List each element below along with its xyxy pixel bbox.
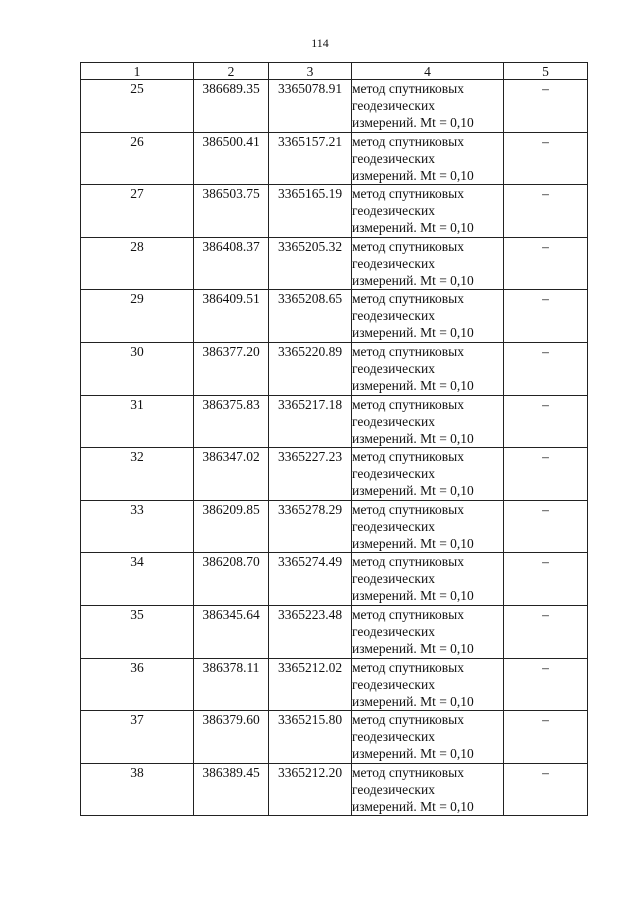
method-text-line: измерений. Mt = 0,10 [352,325,474,341]
method-text-line: метод спутниковых [352,712,464,728]
y-coordinate-cell: 3365078.91 [269,80,352,133]
page-number: 114 [311,36,329,50]
method-text-line: метод спутниковых [352,238,464,254]
method-cell [352,342,504,395]
method-text-line: измерений. Mt = 0,10 [352,693,474,709]
method-text-line: геодезических [352,676,435,692]
x-coordinate-cell: 386377.20 [194,342,269,395]
x-coordinate-cell: 386378.11 [194,658,269,711]
point-number-cell: 37 [81,711,194,764]
table-row [81,500,588,553]
method-cell [352,500,504,553]
table-row [81,80,588,133]
y-coordinate-cell: 3365220.89 [269,342,352,395]
table-body [81,80,588,816]
point-number-cell: 33 [81,500,194,553]
method-text-line: метод спутниковых [352,606,464,622]
method-text-line: геодезических [352,360,435,376]
method-text-line: измерений. Mt = 0,10 [352,377,474,393]
method-cell [352,763,504,816]
note-cell: – [504,448,588,501]
table-row [81,237,588,290]
coordinates-table [80,62,588,816]
method-cell [352,80,504,133]
y-coordinate-cell: 3365227.23 [269,448,352,501]
method-text-line: геодезических [352,255,435,271]
point-number-cell: 27 [81,185,194,238]
note-cell: – [504,185,588,238]
header-col-4: 4 [352,63,504,80]
x-coordinate-cell: 386500.41 [194,132,269,185]
method-text-line: геодезических [352,203,435,219]
method-text-line: измерений. Mt = 0,10 [352,798,474,814]
table-row [81,711,588,764]
method-text-line: метод спутниковых [352,186,464,202]
x-coordinate-cell: 386208.70 [194,553,269,606]
table-row [81,658,588,711]
x-coordinate-cell: 386375.83 [194,395,269,448]
x-coordinate-cell: 386503.75 [194,185,269,238]
method-text-line: измерений. Mt = 0,10 [352,535,474,551]
header-col-5: 5 [504,63,588,80]
y-coordinate-cell: 3365215.80 [269,711,352,764]
table-header-row [81,63,588,80]
point-number-cell: 38 [81,763,194,816]
y-coordinate-cell: 3365278.29 [269,500,352,553]
method-text-line: измерений. Mt = 0,10 [352,115,474,130]
method-text-line: геодезических [352,98,435,113]
point-number-cell: 32 [81,448,194,501]
note-cell: – [504,132,588,185]
method-text-line: геодезических [352,308,435,324]
method-cell [352,290,504,343]
header-col-3: 3 [269,63,352,80]
table-row [81,763,588,816]
point-number-cell: 30 [81,342,194,395]
x-coordinate-cell: 386408.37 [194,237,269,290]
y-coordinate-cell: 3365205.32 [269,237,352,290]
note-cell: – [504,711,588,764]
note-cell: – [504,237,588,290]
method-text-line: геодезических [352,623,435,639]
method-text-line: геодезических [352,781,435,797]
method-text-line: измерений. Mt = 0,10 [352,167,474,183]
method-text-line: метод спутниковых [352,291,464,307]
header-col-2: 2 [194,63,269,80]
method-text-line: геодезических [352,729,435,745]
method-cell [352,605,504,658]
table-row [81,132,588,185]
method-cell [352,658,504,711]
note-cell: – [504,500,588,553]
note-cell: – [504,553,588,606]
method-text-line: метод спутниковых [352,343,464,359]
x-coordinate-cell: 386209.85 [194,500,269,553]
method-text-line: геодезических [352,413,435,429]
method-text-line: измерений. Mt = 0,10 [352,220,474,236]
method-text-line: измерений. Mt = 0,10 [352,483,474,499]
method-cell [352,132,504,185]
table-row [81,553,588,606]
note-cell: – [504,605,588,658]
x-coordinate-cell: 386409.51 [194,290,269,343]
method-text-line: геодезических [352,150,435,166]
method-cell [352,553,504,606]
point-number-cell: 34 [81,553,194,606]
method-text-line: метод спутниковых [352,133,464,149]
table-row [81,342,588,395]
method-cell [352,448,504,501]
note-cell: – [504,342,588,395]
y-coordinate-cell: 3365157.21 [269,132,352,185]
y-coordinate-cell: 3365165.19 [269,185,352,238]
method-cell [352,711,504,764]
method-text-line: метод спутниковых [352,396,464,412]
method-text-line: измерений. Mt = 0,10 [352,272,474,288]
method-cell [352,395,504,448]
note-cell: – [504,658,588,711]
table-row [81,185,588,238]
header-col-1: 1 [81,63,194,80]
table-row [81,448,588,501]
method-text-line: измерений. Mt = 0,10 [352,430,474,446]
y-coordinate-cell: 3365212.20 [269,763,352,816]
note-cell: – [504,290,588,343]
point-number-cell: 25 [81,80,194,133]
method-text-line: метод спутниковых [352,764,464,780]
method-cell [352,237,504,290]
y-coordinate-cell: 3365217.18 [269,395,352,448]
point-number-cell: 29 [81,290,194,343]
x-coordinate-cell: 386689.35 [194,80,269,133]
note-cell: – [504,395,588,448]
y-coordinate-cell: 3365274.49 [269,553,352,606]
method-text-line: измерений. Mt = 0,10 [352,746,474,762]
note-cell: – [504,80,588,133]
method-text-line: метод спутниковых [352,554,464,570]
point-number-cell: 35 [81,605,194,658]
method-text-line: геодезических [352,466,435,482]
method-text-line: геодезических [352,571,435,587]
point-number-cell: 36 [81,658,194,711]
x-coordinate-cell: 386345.64 [194,605,269,658]
point-number-cell: 26 [81,132,194,185]
method-cell [352,185,504,238]
table-row [81,290,588,343]
method-text-line: измерений. Mt = 0,10 [352,640,474,656]
table-row [81,395,588,448]
x-coordinate-cell: 386379.60 [194,711,269,764]
method-text-line: метод спутниковых [352,501,464,517]
x-coordinate-cell: 386389.45 [194,763,269,816]
method-text-line: измерений. Mt = 0,10 [352,588,474,604]
table-row [81,605,588,658]
point-number-cell: 31 [81,395,194,448]
y-coordinate-cell: 3365223.48 [269,605,352,658]
method-text-line: метод спутниковых [352,659,464,675]
y-coordinate-cell: 3365212.02 [269,658,352,711]
point-number-cell: 28 [81,237,194,290]
method-text-line: метод спутниковых [352,81,464,96]
y-coordinate-cell: 3365208.65 [269,290,352,343]
method-text-line: метод спутниковых [352,449,464,465]
x-coordinate-cell: 386347.02 [194,448,269,501]
method-text-line: геодезических [352,518,435,534]
note-cell: – [504,763,588,816]
